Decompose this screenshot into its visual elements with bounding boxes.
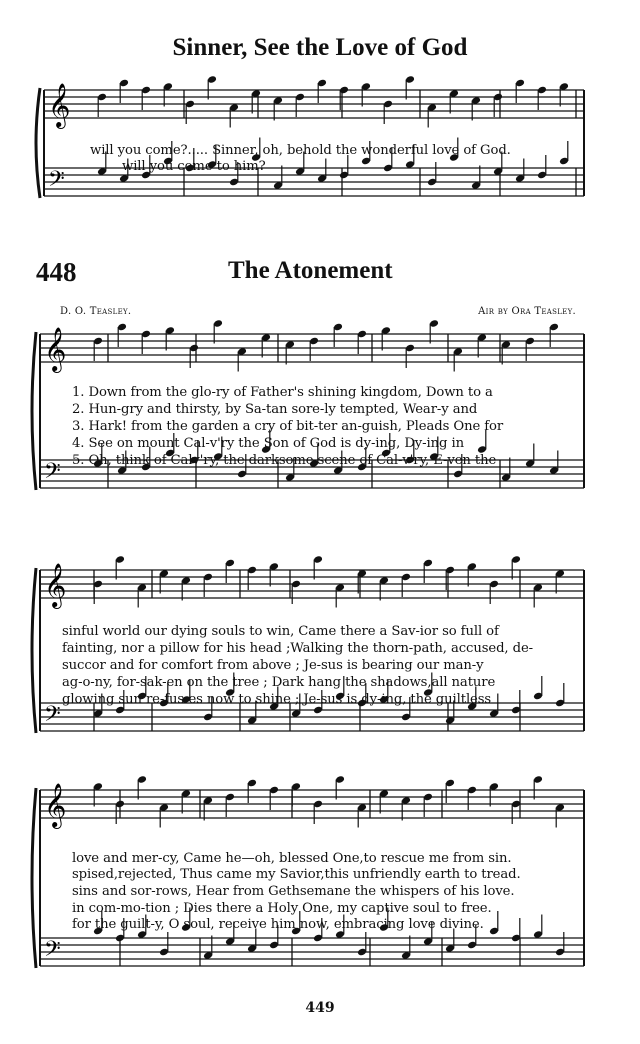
hymn-title: The Atonement [228, 257, 393, 284]
words-credit: D. O. Teasley. [60, 306, 132, 317]
svg-text:𝄞: 𝄞 [44, 327, 67, 371]
svg-text:𝄞: 𝄞 [48, 83, 71, 127]
svg-text:𝄞: 𝄞 [44, 563, 67, 607]
page-number: 449 [305, 1000, 335, 1016]
svg-text:𝄢: 𝄢 [44, 459, 61, 489]
hymn-number: 448 [36, 257, 77, 287]
svg-text:𝄢: 𝄢 [48, 167, 65, 197]
music-credit: Air by Ora Teasley. [478, 306, 576, 317]
svg-text:𝄞: 𝄞 [44, 783, 67, 827]
svg-text:𝄢: 𝄢 [44, 937, 61, 967]
top-hymn-title: Sinner, See the Love of God [172, 34, 468, 61]
svg-text:𝄢: 𝄢 [44, 702, 61, 732]
top-hymn-music-system [0, 70, 640, 250]
